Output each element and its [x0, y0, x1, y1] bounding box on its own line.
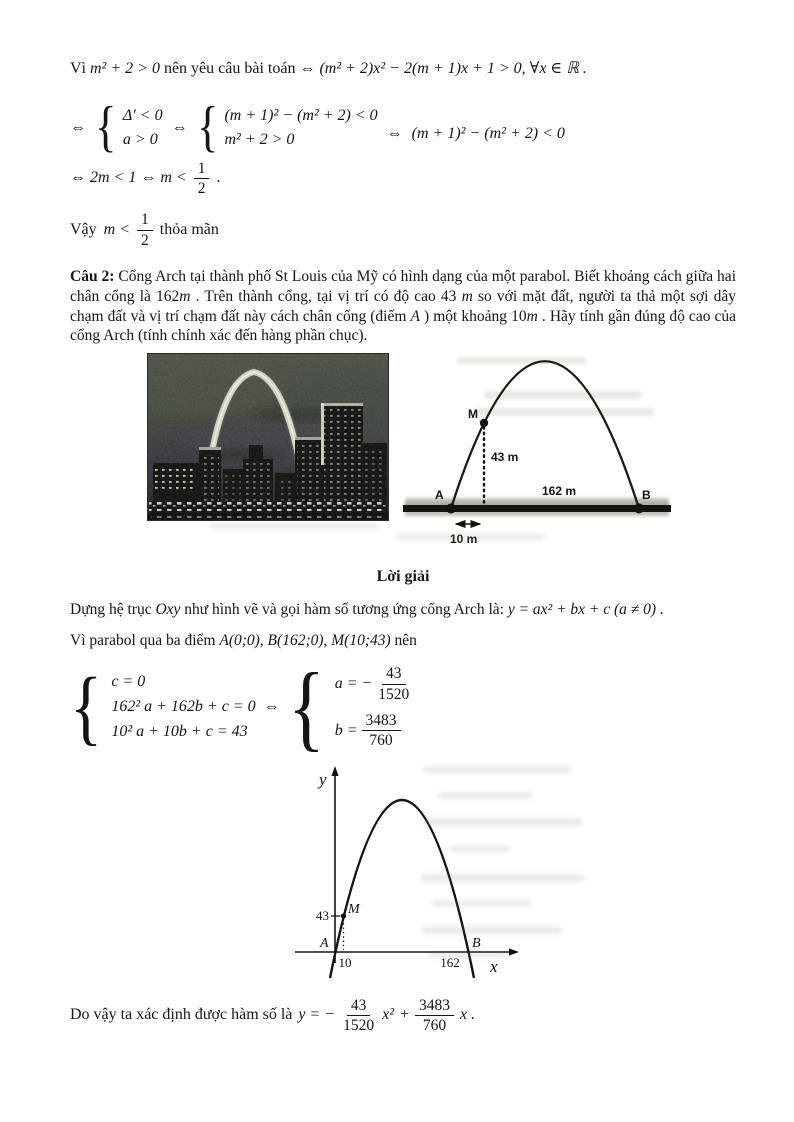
equiv-arrow-1: ⇔: [70, 118, 86, 136]
conclusion-math: m <: [103, 221, 131, 239]
fraction-final-a: $\frac{43}{1520}$: [343, 996, 375, 1034]
axes: [295, 774, 511, 963]
label-162: 162: [440, 954, 460, 970]
derivation-result-line: [70, 160, 736, 198]
brace-left: {: [70, 660, 103, 754]
intro-math-1: m² + 2 > 0: [90, 60, 160, 77]
system-delta: [95, 96, 163, 158]
result-period: .: [216, 169, 221, 187]
label-span-162m: 162 m: [541, 484, 577, 499]
figure-row: [147, 353, 736, 550]
label-point-b: B: [642, 488, 651, 503]
equation-system: [70, 653, 736, 761]
graph-row: [70, 764, 736, 981]
coefficient-a: a = −: [334, 675, 373, 693]
label-offset-10m: 10 m: [450, 532, 478, 547]
label-point-m: M: [468, 407, 478, 422]
fraction-one-half: $\frac{1}{2}$: [194, 160, 210, 198]
bleed-through-artifact: [422, 926, 562, 934]
brace-left: {: [95, 96, 117, 158]
coefficient-b: b =: [334, 721, 358, 739]
system-solution: [287, 653, 412, 761]
parabola-points-paragraph: Vì parabol qua ba điểm A(0;0), B(162;0), M(10;43) nên: [70, 632, 417, 650]
photo-grain-overlay: [147, 353, 389, 521]
system-row-3: 10² a + 10b + c = 43: [111, 723, 248, 741]
label-m: M: [348, 901, 360, 917]
label-43: 43: [316, 907, 329, 923]
system-row-2: 162² a + 162b + c = 0: [111, 698, 256, 716]
system-arrow: ⇔: [263, 698, 280, 716]
system-expanded-row-2: m² + 2 > 0: [224, 130, 295, 148]
arch-photo: [147, 353, 389, 521]
diagram-labels: [435, 407, 651, 546]
bleed-through-artifact: [428, 952, 508, 958]
brace-left: {: [287, 653, 325, 761]
label-height-43m: 43 m: [491, 450, 519, 465]
system-delta-row-2: a > 0: [122, 130, 158, 148]
label-point-a: A: [435, 488, 444, 503]
bleed-through-artifact: [432, 900, 532, 907]
system-row-1: c = 0: [111, 673, 146, 691]
point-m-dot: [341, 913, 346, 918]
bleed-through-artifact: [422, 766, 572, 773]
equiv-tail: [387, 125, 565, 143]
problem-statement: Câu 2: Cổng Arch tại thành phố St Louis của Mỹ có hình dạng của một parabol. Biết khoảng cách giữa hai chân cổng là 162m . Trên thành cổng, tại vị trí có độ cao 43 m so với mặt đất, người ta thả một sợi dây chạm đất và vị trí chạm đất này cách chân cổng (điểm A ) một khoảng 10m . Hãy tính gần đúng độ cao của cổng Arch (tính chính xác đến hàng phần chục).: [70, 267, 737, 345]
intro-math-2: ⇔ (m² + 2)x² − 2(m + 1)x + 1 > 0, ∀x ∈ ℝ .: [299, 60, 587, 77]
bleed-through-artifact: [457, 357, 654, 416]
conclusion-text-2: thỏa mãn: [159, 221, 219, 239]
label-b: B: [472, 935, 481, 951]
coordinate-setup-paragraph: Dựng hệ trục Oxy như hình vẽ và gọi hàm số tương ứng cổng Arch là: y = ax² + bx + c (a ≠ 0) .: [70, 601, 664, 619]
label-10: 10: [338, 954, 352, 970]
solution-heading: Lời giải: [376, 568, 430, 586]
result-expression: ⇔ 2m < 1 ⇔ m <: [70, 169, 187, 187]
final-function-paragraph: Do vậy ta xác định được hàm số là y = − $\frac{43}{1520}$ x² + $\frac{3483}{760}$ x .: [70, 996, 476, 1034]
bleed-through-artifact: [438, 792, 533, 799]
intro-text-2: nên yêu câu bài toán: [163, 60, 296, 77]
conclusion-line: [70, 211, 736, 249]
label-a: A: [320, 935, 329, 951]
system-delta-row-1: Δ′ < 0: [122, 106, 163, 124]
equiv-arrow-3: ⇔: [386, 124, 403, 142]
equiv-tail-expression: (m + 1)² − (m² + 2) < 0: [411, 124, 565, 142]
fraction-b: $\frac{3483}{760}$: [362, 712, 401, 750]
fraction-a: $\frac{43}{1520}$: [378, 665, 410, 703]
bleed-through-artifact: [450, 846, 510, 852]
fraction-one-half: $\frac{1}{2}$: [137, 211, 153, 249]
problem-label: Câu 2:: [70, 267, 115, 285]
bleed-through-artifact: [395, 534, 545, 540]
conclusion-text: Vậy: [70, 221, 97, 239]
label-x-axis: x: [490, 956, 498, 976]
label-y-axis: y: [319, 769, 327, 789]
bleed-through-artifact: [209, 523, 379, 529]
bleed-through-artifact: [420, 874, 585, 882]
bleed-through-artifact: [422, 818, 582, 826]
equivalence-derivation-row: [70, 96, 736, 158]
system-expanded-row-1: (m + 1)² − (m² + 2) < 0: [224, 106, 378, 124]
intro-text: Vì: [70, 60, 86, 77]
fraction-final-b: $\frac{3483}{760}$: [415, 997, 454, 1035]
brace-left: {: [196, 96, 219, 158]
parabola-diagram: [402, 345, 672, 550]
paragraph-intro: [70, 58, 736, 78]
equiv-arrow-2: ⇔: [171, 118, 188, 136]
system-equations: [70, 660, 256, 754]
system-expanded: [196, 96, 378, 158]
